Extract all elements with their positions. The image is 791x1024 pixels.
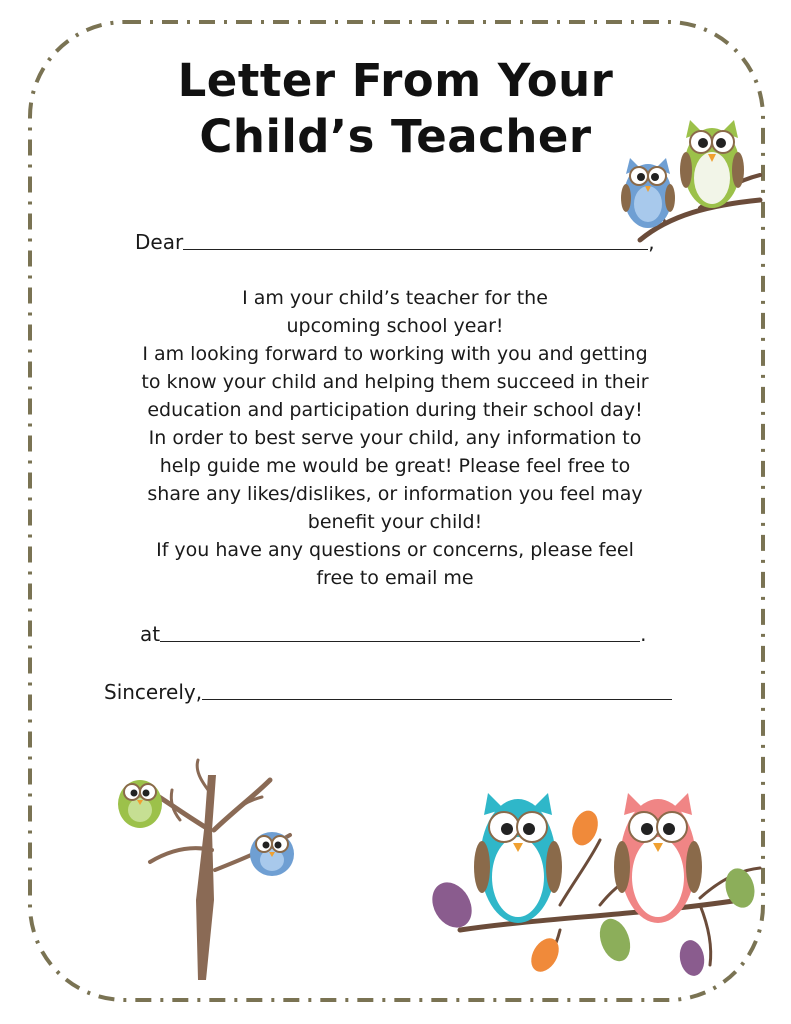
- body-line: I am looking forward to working with you and getting: [142, 343, 648, 365]
- green-owl-tree-illustration: [118, 780, 162, 828]
- page-title-line-1: Letter From Your: [177, 54, 614, 107]
- blue-owl-tree-illustration: [250, 832, 294, 876]
- body-line: upcoming school year!: [286, 315, 504, 337]
- body-line: If you have any questions or concerns, please feel: [156, 539, 634, 561]
- body-line: education and participation during their school day!: [147, 399, 643, 421]
- pink-owl-illustration: [614, 793, 702, 923]
- salutation-comma: ,: [648, 230, 655, 254]
- teal-owl-illustration: [474, 793, 562, 923]
- body-line: to know your child and helping them succeed in their: [141, 371, 649, 393]
- closing-label: Sincerely,: [104, 680, 203, 704]
- leafy-branch-illustration: [424, 807, 760, 978]
- salutation-label: Dear: [135, 230, 184, 254]
- body-line: benefit your child!: [307, 511, 483, 533]
- body-line: In order to best serve your child, any information to: [148, 427, 642, 449]
- body-line: free to email me: [316, 567, 474, 589]
- email-label: at: [140, 622, 161, 646]
- page-title-line-2: Child’s Teacher: [199, 110, 592, 163]
- blue-owl-top-illustration: [621, 158, 675, 228]
- green-owl-illustration: [680, 120, 744, 208]
- body-line: share any likes/dislikes, or information you feel may: [147, 483, 643, 505]
- body-line: I am your child’s teacher for the: [242, 287, 548, 309]
- body-line: help guide me would be great! Please feel free to: [159, 455, 631, 477]
- email-period: .: [640, 622, 647, 646]
